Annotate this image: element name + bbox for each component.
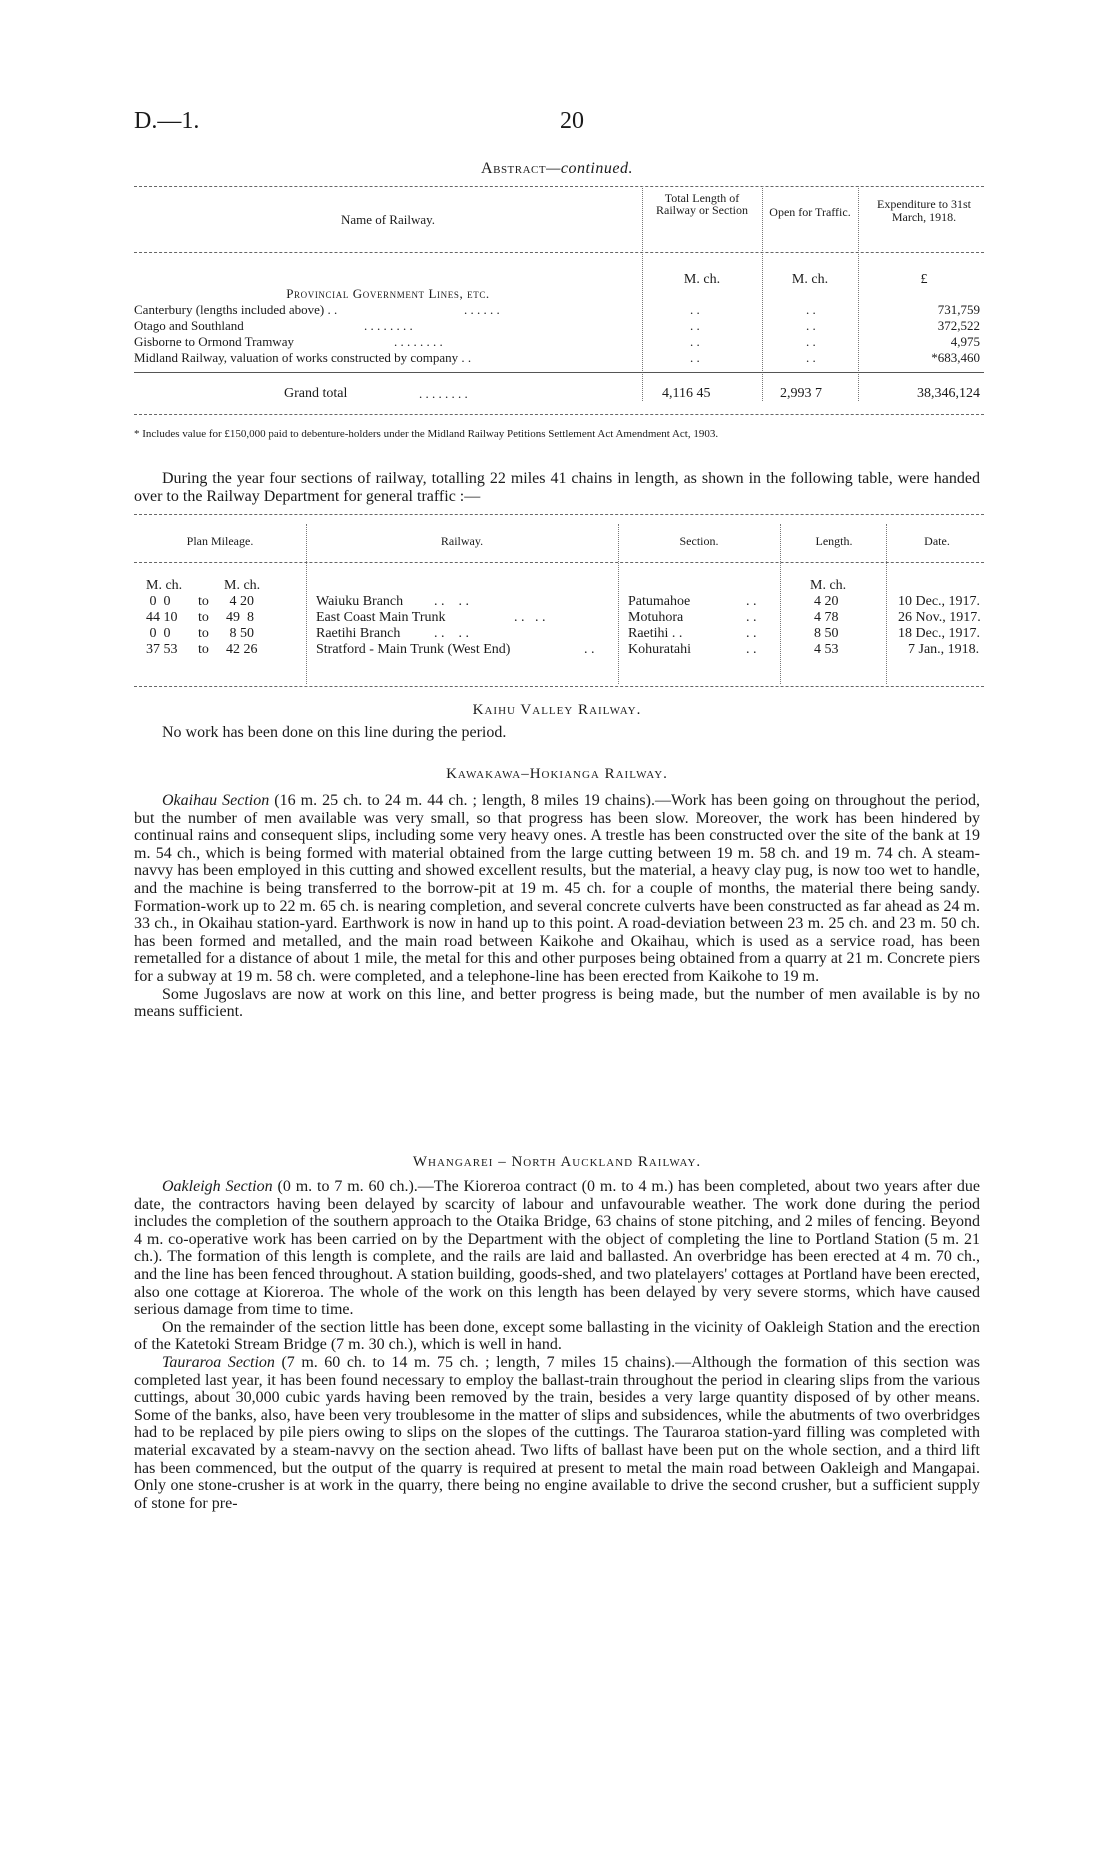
table-rule bbox=[134, 414, 984, 415]
oakleigh-text: (0 m. to 7 m. 60 ch.).—The Kioreroa contract (0 m. to 4 m.) has been completed, about two years after due date, the contractors having been delayed by scarcity of labour and unfavourable weather. The work done during the period includes the completion of the southern approach to the Otaika Bridge, 63 chains of stone pitching, and 2 miles of fencing. Beyond 4 m. co-operative work has been carried on by the Department with the object of completing the line to Portland Station (5 m. 21 ch.). The formation of this length is complete, and the rails are laid and ballasted. An overbridge has been erected at 4 m. 70 ch., and the line has been fenced throughout. A station building, goods-shed, and two platelayers' cottages at Portland have been erected, also one cottage at Kioreroa. The whole of the work on this length has been delayed by very severe storms, which have caused serious damage from time to time. bbox=[134, 1178, 980, 1319]
whangarei-body bbox=[134, 1178, 980, 1512]
mileage-from: 0 0 bbox=[146, 594, 171, 609]
expenditure-unit: £ bbox=[920, 272, 928, 287]
table-rule bbox=[134, 686, 984, 687]
oakleigh-paragraph bbox=[134, 1178, 980, 1319]
table-rule bbox=[134, 562, 984, 563]
okaihau-section-name: Okaihau Section bbox=[162, 792, 270, 809]
kawakawa-body bbox=[134, 792, 980, 1021]
length-value: . . bbox=[690, 302, 700, 317]
section-heading: Provincial Government Lines, etc. bbox=[286, 286, 490, 301]
leader-dots: . . . . bbox=[434, 594, 469, 609]
section-name: Kohuratahi bbox=[628, 642, 691, 657]
intro-text: During the year four sections of railway, totalling 22 miles 41 chains in length, as shown in the following table, were handed over to the Railway Department for general traffic :— bbox=[134, 470, 980, 505]
mileage-to-word: to bbox=[198, 594, 209, 609]
length-value: . . bbox=[690, 318, 700, 333]
railway-name: Gisborne to Ormond Tramway bbox=[134, 334, 294, 349]
section-name: Patumahoe bbox=[628, 594, 691, 609]
table-rule bbox=[134, 372, 984, 373]
kawakawa-heading: Kawakawa–Hokianga Railway. bbox=[446, 766, 668, 782]
abstract-title-continued: —continued. bbox=[546, 160, 633, 177]
section-name: Motuhora bbox=[628, 610, 684, 625]
jugoslavs-paragraph: Some Jugoslavs are now at work on this line, and better progress is being made, but the number of men available is by no means sufficient. bbox=[134, 985, 980, 1021]
date-value: 10 Dec., 1917. bbox=[898, 594, 981, 609]
tauraroa-text: (7 m. 60 ch. to 14 m. 75 ch. ; length, 7 miles 15 chains).—Although the formation of this section was completed last year, it has been found necessary to employ the ballast-train throughout the period in clearing slips from the various cuttings, about 30,000 cubic yards having been removed by the train, besides a very large quantity disposed of by other means. Some of the banks, also, have been very troublesome in the matter of slips and subsidences, while the abutments of two overbridges had to be replaced by pile piers owing to slips on the slopes of the cuttings. The Tauraroa station-yard filling was completed with material excavated by a steam-navvy on the section ahead. Two lifts of ballast have been put on the whole section, and a third lift has been commenced, but the output of the quarry is required at present to metal the main road between Oakleigh and Mangapai. Only one stone-crusher is at work in the quarry, there being no engine available to drive the second crusher, but a sufficient supply of stone for pre- bbox=[134, 1353, 980, 1512]
column-header-length: Total Length of Railway or Section bbox=[656, 191, 748, 217]
leader-dots: . . . . . . . . bbox=[364, 318, 413, 333]
length-value: . . bbox=[690, 350, 700, 365]
okaihau-text: (16 m. 25 ch. to 24 m. 44 ch. ; length, 8 miles 19 chains).—Work has been going on throughout the period, but the number of men available was very small, so that progress has been slow. Moreover, the work has been hindered by continual rains and consequent slips, including some very heavy ones. A trestle has been constructed over the site of the bank at 19 m. 54 ch., which is being formed with material obtained from the large cutting between 19 m. 58 ch. and 19 m. 74 ch. A steam-navvy has been employed in this cutting and showed excellent results, but the material, a heavy clay pug, is now too wet to handle, and the machine is being transferred to the borrow-pit at 19 m. 45 ch. for a couple of months, the material there being sandy. Formation-work up to 22 m. 65 ch. is nearing completion, and several concrete culverts have been constructed as far ahead as 24 m. 33 ch., in Okaihau station-yard. Earthwork is now in hand up to this point. A road-deviation between 23 m. 25 ch. and 23 m. 50 ch. has been formed and metalled, and the main road between Kaikohe and Okaihau, which is used as a service road, has been remetalled for a distance of about 1 mile, the metal for this and other purposes being obtained from a quarry at 21 m. Concrete piers for a subway at 19 m. 58 ch. were completed, and a telephone-line has been erected from Kaikohe to 19 m. bbox=[134, 792, 980, 985]
column-header-length: Length. bbox=[815, 534, 853, 548]
mileage-from: 44 10 bbox=[146, 610, 178, 625]
mileage-unit-from: M. ch. bbox=[146, 578, 183, 593]
column-header-expenditure: Expenditure to 31st March, 1918. bbox=[877, 197, 971, 224]
table-row bbox=[134, 302, 984, 318]
abstract-title bbox=[0, 160, 1114, 178]
length-unit: M. ch. bbox=[810, 578, 847, 593]
column-header-railway: Railway. bbox=[440, 534, 484, 548]
leader-dots: . . . . . . . . bbox=[394, 334, 443, 349]
railway-name: Midland Railway, valuation of works constructed by company . . bbox=[134, 350, 472, 365]
length-value: 4 78 bbox=[814, 610, 839, 625]
table-rule bbox=[134, 252, 984, 253]
railway-name: Raetihi Branch bbox=[316, 626, 401, 641]
table-rule bbox=[134, 514, 984, 515]
mileage-to: 8 50 bbox=[226, 626, 254, 641]
mileage-to-word: to bbox=[198, 626, 209, 641]
total-row bbox=[134, 386, 984, 402]
kaihu-paragraph bbox=[134, 724, 980, 742]
railway-name: East Coast Main Trunk bbox=[316, 610, 446, 625]
length-value: . . bbox=[690, 334, 700, 349]
document-reference: D.—1. bbox=[134, 108, 200, 134]
date-value: 7 Jan., 1918. bbox=[908, 642, 980, 657]
column-header-plan-mileage: Plan Mileage. bbox=[186, 534, 254, 548]
mileage-from: 37 53 bbox=[146, 642, 178, 657]
column-divider bbox=[306, 524, 307, 684]
railway-name: Waiuku Branch bbox=[316, 594, 404, 609]
mileage-to: 42 26 bbox=[226, 642, 258, 657]
open-value: . . bbox=[806, 350, 816, 365]
total-open: 2,993 7 bbox=[780, 386, 822, 401]
column-divider bbox=[642, 186, 643, 401]
railway-name: Otago and Southland bbox=[134, 318, 244, 333]
okaihau-paragraph bbox=[134, 792, 980, 986]
column-header-section: Section. bbox=[679, 534, 719, 548]
section-name: Raetihi . . bbox=[628, 626, 683, 641]
leader-dots: . . bbox=[746, 594, 757, 609]
length-value: 4 20 bbox=[814, 594, 839, 609]
column-divider bbox=[618, 524, 619, 684]
intro-paragraph bbox=[134, 470, 980, 505]
kaihu-heading: Kaihu Valley Railway. bbox=[472, 702, 642, 718]
railway-name: Canterbury (lengths included above) . . bbox=[134, 302, 338, 317]
expenditure-value: 731,759 bbox=[937, 302, 980, 317]
tauraroa-section-name: Tauraroa Section bbox=[162, 1353, 275, 1371]
mileage-unit-to: M. ch. bbox=[224, 578, 261, 593]
footnote: * Includes value for £150,000 paid to debenture-holders under the Midland Railway Petitions Settlement Act Amendment Act, 1903. bbox=[134, 428, 719, 440]
date-value: 26 Nov., 1917. bbox=[898, 610, 981, 625]
date-value: 18 Dec., 1917. bbox=[898, 626, 981, 641]
tauraroa-paragraph bbox=[134, 1354, 980, 1512]
remainder-paragraph: On the remainder of the section little has been done, except some ballasting in the vicinity of Oakleigh Station and the erection of the Katetoki Stream Bridge (7 m. 30 ch.), which is well in hand. bbox=[134, 1318, 980, 1354]
column-divider bbox=[780, 524, 781, 684]
mileage-to: 4 20 bbox=[226, 594, 254, 609]
grand-total-label: Grand total bbox=[284, 386, 348, 401]
column-header-name: Name of Railway. bbox=[340, 212, 436, 227]
expenditure-value: 372,522 bbox=[937, 318, 980, 333]
page-number: 20 bbox=[560, 108, 584, 134]
length-value: 4 53 bbox=[814, 642, 839, 657]
leader-dots: . . . . bbox=[434, 626, 469, 641]
leader-dots: . . bbox=[746, 610, 757, 625]
length-unit: M. ch. bbox=[683, 272, 721, 287]
abstract-title-main: Abstract bbox=[481, 160, 547, 177]
leader-dots: . . . . . . . . bbox=[419, 386, 468, 401]
mileage-to: 49 8 bbox=[226, 610, 254, 625]
column-header-open: Open for Traffic. bbox=[769, 205, 851, 219]
table-row bbox=[134, 318, 984, 334]
leader-dots: . . bbox=[746, 642, 757, 657]
column-header-date: Date. bbox=[924, 534, 950, 548]
column-divider bbox=[858, 186, 859, 401]
expenditure-value: *683,460 bbox=[931, 350, 980, 365]
table-rule bbox=[134, 186, 984, 187]
table-row bbox=[134, 350, 984, 366]
open-value: . . bbox=[806, 302, 816, 317]
mileage-to-word: to bbox=[198, 610, 209, 625]
mileage-to-word: to bbox=[198, 642, 209, 657]
oakleigh-section-name: Oakleigh Section bbox=[162, 1178, 273, 1195]
leader-dots: . . . . bbox=[514, 610, 546, 625]
expenditure-value: 4,975 bbox=[950, 334, 980, 349]
total-expenditure: 38,346,124 bbox=[917, 386, 980, 401]
leader-dots: . . bbox=[584, 642, 595, 657]
railway-name: Stratford - Main Trunk (West End) bbox=[316, 642, 511, 657]
open-value: . . bbox=[806, 318, 816, 333]
column-divider bbox=[762, 186, 763, 401]
kaihu-text: No work has been done on this line during the period. bbox=[162, 724, 507, 741]
total-length: 4,116 45 bbox=[662, 386, 711, 401]
length-value: 8 50 bbox=[814, 626, 839, 641]
table-row bbox=[134, 334, 984, 350]
open-value: . . bbox=[806, 334, 816, 349]
open-unit: M. ch. bbox=[791, 272, 829, 287]
leader-dots: . . . . . . bbox=[464, 302, 500, 317]
whangarei-heading: Whangarei – North Auckland Railway. bbox=[412, 1154, 702, 1170]
mileage-from: 0 0 bbox=[146, 626, 171, 641]
column-divider bbox=[886, 524, 887, 684]
leader-dots: . . bbox=[746, 626, 757, 641]
